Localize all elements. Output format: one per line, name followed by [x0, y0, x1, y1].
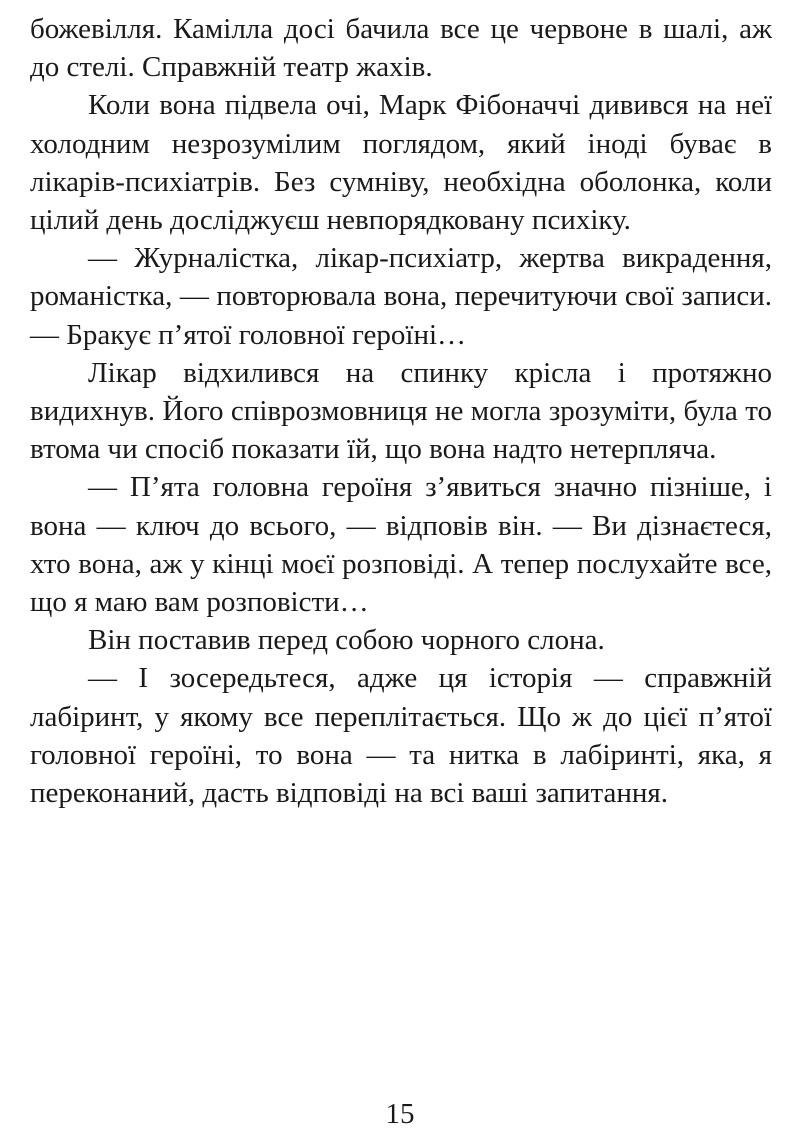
book-page-text [30, 10, 772, 1130]
paragraph-4: Лікар відхилився на спинку крісла і протяжно видихнув. Його співрозмовниця не могла зрозуміти, була то втома чи спосіб показати їй, що вона надто нетерпляча. [30, 356, 772, 466]
paragraph-6: Він поставив перед собою чорного слона. [88, 624, 605, 657]
page-number: 15 [385, 1098, 415, 1130]
paragraph-5: — П’ята головна героїня з’явиться значно пізніше, і вона — ключ до всього, — відповів він. — Ви дізнаєтеся, хто вона, аж у кінці моєї розповіді. А тепер послухайте все, що я маю вам розповісти… [30, 471, 772, 619]
paragraph-1: божевілля. Камілла досі бачила все це червоне в шалі, аж до стелі. Справжній театр жахів. [30, 13, 772, 84]
paragraph-2: Коли вона підвела очі, Марк Фібоначчі дивився на неї холодним незрозумілим поглядом, який іноді буває в лікарів-психіатрів. Без сумніву, необхідна оболонка, коли цілий день досліджуєш невпорядковану психіку. [30, 89, 772, 237]
paragraph-3: — Журналістка, лікар-психіатр, жертва викрадення, романістка, — повторювала вона, перечитуючи свої записи. — Бракує п’ятої головної героїні… [30, 242, 772, 351]
paragraph-7: — І зосередьтеся, адже ця історія — справжній лабіринт, у якому все переплітається. Що ж до цієї п’ятої головної героїні, то вона — та нитка в лабіринті, яка, я переконаний, дасть відповіді на всі ваші запитання. [30, 662, 772, 810]
